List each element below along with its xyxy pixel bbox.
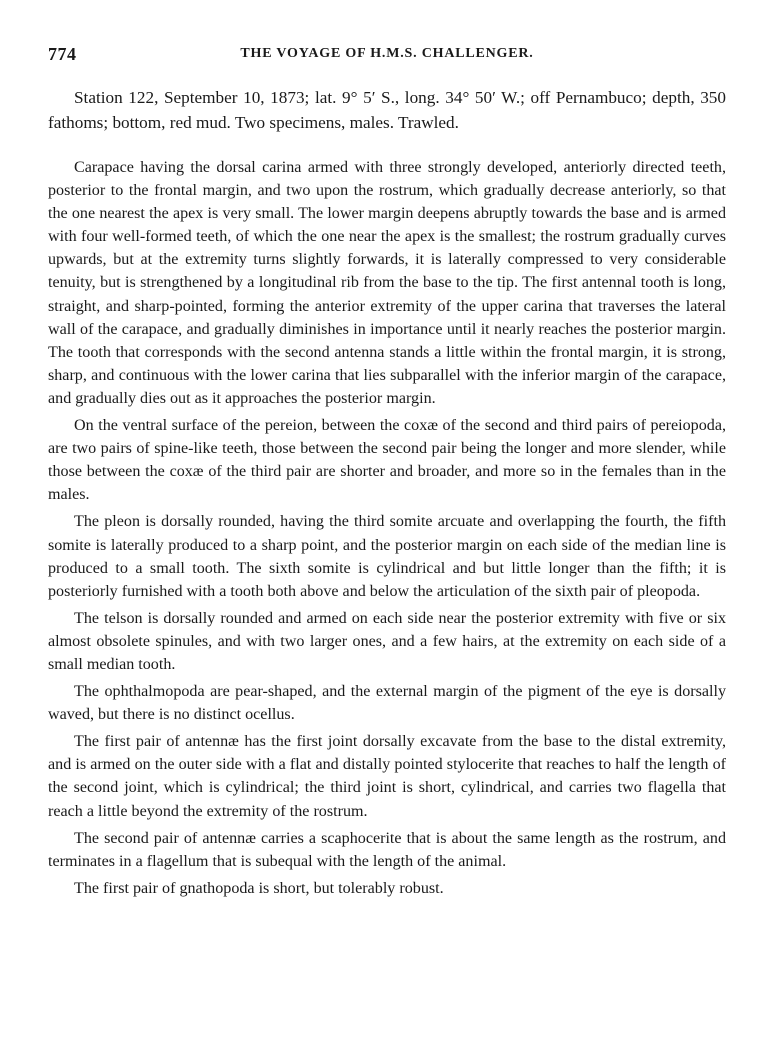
paragraph-gnathopoda: The first pair of gnathopoda is short, but tolerably robust. [74,879,444,897]
body-text [48,156,726,900]
paragraph-pleon: The pleon is dorsally rounded, having the third somite arcuate and overlapping the fourth, the fifth somite is laterally produced to a sharp point, and the posterior margin on each side of the median line is produced to a small tooth. The sixth somite is cylindrical and but little longer than the fifth; it is posteriorly furnished with a tooth both above and below the articulation of the sixth pair of pleopoda. [48,513,726,600]
running-title: THE VOYAGE OF H.M.S. CHALLENGER. [240,46,534,61]
paragraph-second-antennae: The second pair of antennæ carries a scaphocerite that is about the same length as the rostrum, and terminates in a flagellum that is subequal with the length of the animal. [48,829,726,870]
station-record: Station 122, September 10, 1873; lat. 9° 5′ S., long. 34° 50′ W.; off Pernambuco; depth, 350 fathoms; bottom, red mud. Two specimens, males. Trawled. [48,88,726,132]
running-head [48,40,726,68]
paragraph-carapace: Carapace having the dorsal carina armed with three strongly developed, anteriorly directed teeth, posterior to the frontal margin, and two upon the rostrum, which gradually decrease anteriorly, so that the one nearest the apex is very small. The lower margin deepens abruptly towards the base and is armed with four well-formed teeth, of which the one near the apex is the smallest; the rostrum gradually curves upwards, but at the extremity turns slightly forwards, it is laterally compressed to very considerable tenuity, but is strengthened by a longitudinal rib from the base to the tip. The first antennal tooth is long, straight, and sharp-pointed, forming the anterior extremity of the upper carina that traverses the lateral wall of the carapace, and gradually diminishes in importance until it nearly reaches the posterior margin. The tooth that corresponds with the second antenna stands a little within the frontal margin, it is strong, sharp, and continuous with the lower carina that lies subparallel with the inferior margin of the carapace, and gradually dies out as it approaches the posterior margin. [48,159,726,407]
paragraph-first-antennae: The first pair of antennæ has the first joint dorsally excavate from the base to the distal extremity, and is armed on the outer side with a flat and distally pointed stylocerite that reaches to half the length of the second joint, which is cylindrical; the third joint is short, cylindrical, and carries two flagella that reach a little beyond the extremity of the rostrum. [48,733,726,820]
paragraph-ventral-surface: On the ventral surface of the pereion, between the coxæ of the second and third pairs of pereiopoda, are two pairs of spine-like teeth, those between the second pair being the longer and more slender, while those between the coxæ of the third pair are shorter and broader, and more so in the females than in the males. [48,417,726,504]
page-number: 774 [48,44,77,64]
document-page [48,40,726,904]
paragraph-telson: The telson is dorsally rounded and armed on each side near the posterior extremity with five or six almost obsolete spinules, and with two larger ones, and a few hairs, at the extremity on each side of a small median tooth. [48,609,726,673]
paragraph-ophthalmopoda: The ophthalmopoda are pear-shaped, and the external margin of the pigment of the eye is dorsally waved, but there is no distinct ocellus. [48,683,726,724]
